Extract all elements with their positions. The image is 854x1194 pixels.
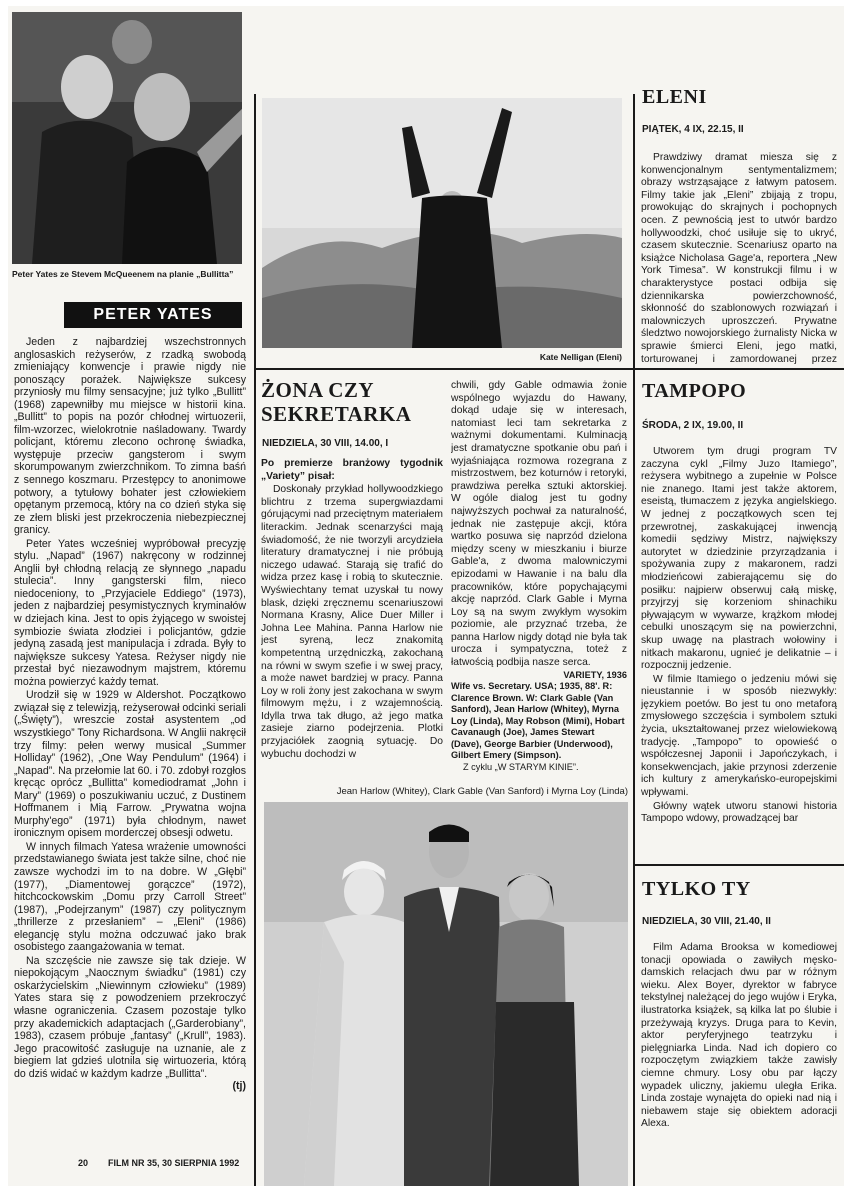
eleni-photo <box>262 98 622 348</box>
issue-info: FILM NR 35, 30 SIERPNIA 1992 <box>108 1158 240 1168</box>
eleni-photo-caption: Kate Nelligan (Eleni) <box>539 352 622 362</box>
zona-title-line: ŻONA CZY <box>261 378 375 402</box>
magazine-page <box>8 6 844 1186</box>
yates-signature: (tj) <box>232 1080 246 1093</box>
zona-photo-caption: Jean Harlow (Whitey), Clark Gable (Van Sanford) i Myrna Loy (Linda) <box>336 786 628 797</box>
yates-paragraph: Peter Yates wcześniej wypróbował precyzję stylu. „Napad” (1967) nakręcony w rodzinnej Anglii był chłodną relacją ze słynnego „napadu stulecia”. Inny gangsterski film, nieco niedoceniony, to „Przyjaciele Eddiego” (1973), jeden z najbardziej pesymistycznych kryminałów w dziejach kina. Jest to opis żyjącego w swoistej symbiozie świata złodziei i policjantów, gdzie jedyną zasadą jest manipulacja i zdrada. Były to największe sukcesy Yatesa. Reżyser nigdy nie przestał być niezawodnym majstrem, któremu można powierzyć każdy temat. <box>14 537 246 688</box>
zona-title-line: SEKRETARKA <box>261 402 412 426</box>
eleni-title: ELENI <box>642 86 707 108</box>
zona-column-1 <box>261 458 443 796</box>
zona-cycle: Z cyklu „W STARYM KINIE”. <box>463 761 579 772</box>
eleni-date: PIĄTEK, 4 IX, 22.15, II <box>642 124 744 135</box>
yates-paragraph: W innych filmach Yatesa wrażenie umowności przedstawianego świata jest także silne, choć nie zawsze wychodzi im to na dobre. W „Głębi” (1977), „Diamentowej gorączce” (1972), hitchcockowskim „Domu przy Carroll Street” (1987), „Podejrzanym” (1987) czy politycznym „thrillerze z przesłaniem” – „Eleni” (1986) elegancję stylu można odczuwać jako brak osobistego zaangażowania w temat. <box>14 840 246 954</box>
column-rule <box>633 94 635 1186</box>
tampopo-paragraph: Główny wątek utworu stanowi historia Tampopo wdowy, prowadzącej bar <box>641 800 837 825</box>
tylko-date: NIEDZIELA, 30 VIII, 21.40, II <box>642 916 771 927</box>
zona-source: VARIETY, 1936 <box>563 669 627 680</box>
tampopo-paragraph: W filmie Itamiego o jedzeniu mówi się nieustannie i w sposób niezwykły: językiem poetów. Bo jest tu ono metaforą zmysłowego szczęścia i symbolem sztuki życia, ukształtowanej przez wielowiekową tradycję. „Tampopo” to opowieść o współczesnej Japonii i Japończykach, i konsekwencjach, jakie przynosi zderzenie ich kultury z amerykańsko-europejskimi wpływami. <box>641 673 837 799</box>
tampopo-title: TAMPOPO <box>642 380 747 402</box>
tampopo-date: ŚRODA, 2 IX, 19.00, II <box>642 420 744 431</box>
yates-paragraph: Na szczęście nie zawsze się tak dzieje. W niepokojącym „Naocznym świadku” (1981) czy oskarżycielskim „Niewinnym człowieku” (1989) Yates stara się z powodzeniem przekroczyć własne ograniczenia. Czasem pozostaje tylko przy akademickich adaptacjach („Garderobiany”, 1983), czasem próbuje „fantasy” („Krull”, 1983). Jego pracowitość zasługuje na uznanie, ale z biegiem lat gdzieś ulotnila się wirtuozeria, którą do dziś widać w każdym kadrze „Bullitta”. <box>14 954 246 1080</box>
zona-paragraph: Doskonały przykład hollywoodzkiego blichtru z trzema supergwiazdami górującymi nad przeciętnym materiałem literackim. Jednak scenarzyści mają świadomość, że nie tworzyli arcydzieła literatury dramatycznej i nie próbują niczego udawać. Starają się trafić do widza przez kasę i robią to skutecznie. Wyświechtany temat uzyskał tu nowy blask, dzięki zręcznemu scenariuszowi Normana Krasny, Alice Duer Miller i Johna Lee Mahina. Panna Harlow nie jest syreną, lecz znakomitą kompetentną urzędniczką, zakochaną na równi w swym szefie i w swej pracy, a może nawet bardziej w pracy. Panna Loy w roli żony jest zakochana w swym filmowym mężu, i z wzajemnością. Idylla trwa tak długo, aż jego matka zasieje ziarno podejrzenia. Plotki przyjaciółek zaognią sytuację. Do wybuchu dochodzi w <box>261 484 443 760</box>
yates-paragraph: Urodził się w 1929 w Aldershot. Początkowo związał się z telewizją, reżyserował odcinki seriali („Święty”), wreszcie został asystentem „od wszystkiego” Tony Richardsona. W Anglii nakręcił trzy filmy: pełen werwy musical „Summer Holliday” (1962), „One Way Pendulum” (1964) i „Napad”. Na przełomie lat 60. i 70. zdobył rozgłos kręcąc oprócz „Bullitta” komediodramat „John i Mary” (1969) o poszukiwaniu uczuć, z Dustinem Hoffmanem i Mią Farrow. „Prywatna wojna Murphy'ego” (1971) była chłodnym, nawet ironicznym opisem morderczej obsesji odwetu. <box>14 689 246 840</box>
yates-article <box>14 336 246 1158</box>
column-rule <box>254 94 256 1186</box>
page-number: 20 <box>78 1158 89 1168</box>
zona-date: NIEDZIELA, 30 VIII, 14.00, I <box>262 438 389 449</box>
yates-paragraph: Jeden z najbardziej wszechstronnych anglosaskich reżyserów, z rzadką swobodą zmieniający konwencje i prawie nigdy nie ponoszący porażek. Największe sukcesy przyniosły mu filmy sensacyjne; już tylko „Bullitt” (1968) zapewniłby mu miejsce w historii kina. „Bullitt” to popis na pozór chłodnej wirtuozerii, film-wzorzec, wielokrotnie naśladowany. Twardy policjant, któremu zlecono ochronę świadka, występuje przeciw gangsterom i swym skorumpowanym zwierzchnikom. To zimna baśń z sennego koszmaru. Przestępcy to anonimowe potwory, a tytułowy bohater jest człowiekiem opętanym przemocą, który na co dzień styka się ze złem bliski jest przekroczenia niebezpiecznej granicy. <box>14 336 246 537</box>
section-rule <box>254 368 844 370</box>
zona-title <box>261 378 411 426</box>
tampopo-paragraph: Utworem tym drugi program TV zaczyna cykl „Filmy Juzo Itamiego”, reżysera wybitnego a zupełnie w Polsce nie znanego. Itami jest także aktorem, eseistą, tłumaczem z języka angielskiego. W jednej z początkowych scen tej przewrotnej, zaskakującej inwencją komedii sędziwy Mistrz, największy autorytet w dziedzinie przyrządzania i spożywania zupy z makaronem, radzi młodzieńcowi zabierającemu się do posiłku: najpierw obserwuj całą miskę, przyjrzyj się korzeniom shinachiku pływającym w wywarze, krążkom młodej cebulki unoszącym się na powierzchni, skup uwagę na plastrach wołowiny i nitkach makaronu, ugnieć je delikatnie – i rozpocznij jedzenie. <box>641 446 837 672</box>
zona-photo <box>264 802 628 1186</box>
zona-lead: Po premierze branżowy tygodnik „Variety” pisał: <box>261 458 443 482</box>
zona-paragraph: chwili, gdy Gable odmawia żonie wspólnego wyjazdu do Hawany, dokąd udaje się w interesach, natomiast leci tam sekretarka z ważnymi dokumentami. Kulminacją jest dramatyczne spotkanie obu pań i wyjaśniająca rozmowa rozegrana z mistrzostwem, bez koturnów i retoryki, prawdziwa perełka sztuki aktorskiej. W ogóle dialog jest tu godny najwyższych pochwał za naturalność, jednak nie zastępuje akcji, która wartko posuwa się naprzód dzielona między sceny w mieszkaniu i biurze Gable'a, z dwoma malowniczymi epizodami w Hawanie i na balu dla pracowników, które popychającymi akcję naprzód. Clark Gable i Myrna Loy są na swym zwykłym wysokim poziomie, ale przyznać trzeba, że panna Harlow nigdy dotąd nie była tak urocza i sympatyczna, toteż z łatwością podbija nasze serca. <box>451 380 627 669</box>
zona-credits: Wife vs. Secretary. USA; 1935, 88'. R: Clarence Brown. W: Clark Gable (Van Sanford), Jean Harlow (Whitey), Myrna Loy (Linda), May Robson (Mimi), Hobart Cavanaugh (Joe), James Stewart (Dave), George Barbier (Underwood), Gilbert Emery (Simpson). <box>451 681 625 761</box>
zona-column-2 <box>451 380 627 784</box>
tylko-paragraph: Film Adama Brooksa w komediowej tonacji opowiada o zawiłych męsko-damskich relacjach dwu par w różnym wieku. Alex Boyer, dyrektor w fabryce tekstylnej należącej do jego wujów i Eryka, ilustratorka książek, są kilka lat po ślubie i przeżywają kryzys. Druga para to Kevin, aktor peryferyjnego teatrzyku i pielęgniarka Linda. Nad ich dopiero co rozpoczętym związkiem także zawisły ciemne chmury. Losy obu par łączy wypadek uliczny, jakiemu uległa Erika. Linda zostaje wynajęta do opieki nad nią i niebawem staje się obiektem adoracji Alexa. <box>641 942 837 1130</box>
eleni-paragraph: Prawdziwy dramat miesza się z konwencjonalnym sentymentalizmem; obrazy wstrząsające z łatwym patosem. Filmy takie jak „Eleni” zbijają z tropu, prowokując do skrajnych i pochopnych ocen. Z pewnością jest to utwór bardzo hollywoodzki, choć usiłuje się to ukryć, czasem skutecznie. Scenariusz oparto na książce Nicholasa Gage'a, reportera „New York Timesa”. W konstrukcji filmu i w charakterystyce postaci odbija się dziennikarska powierzchowność, skłonność do szablonowych rozwiązań i malowniczych uproszczeń. Prywatne śledztwo nowojorskiego żurnalisty Nicka w sprawie śmierci Eleni, jego matki, torturowanej i zamordowanej przez <box>641 152 837 364</box>
section-rule <box>635 864 844 866</box>
tampopo-article <box>641 446 837 858</box>
yates-banner: PETER YATES <box>64 302 242 328</box>
yates-photo <box>12 12 242 264</box>
tylko-title: TYLKO TY <box>642 878 751 900</box>
eleni-article <box>641 152 837 364</box>
yates-photo-caption: Peter Yates ze Stevem McQueenem na planie „Bullitta” <box>12 269 234 279</box>
tylko-article <box>641 942 837 1182</box>
